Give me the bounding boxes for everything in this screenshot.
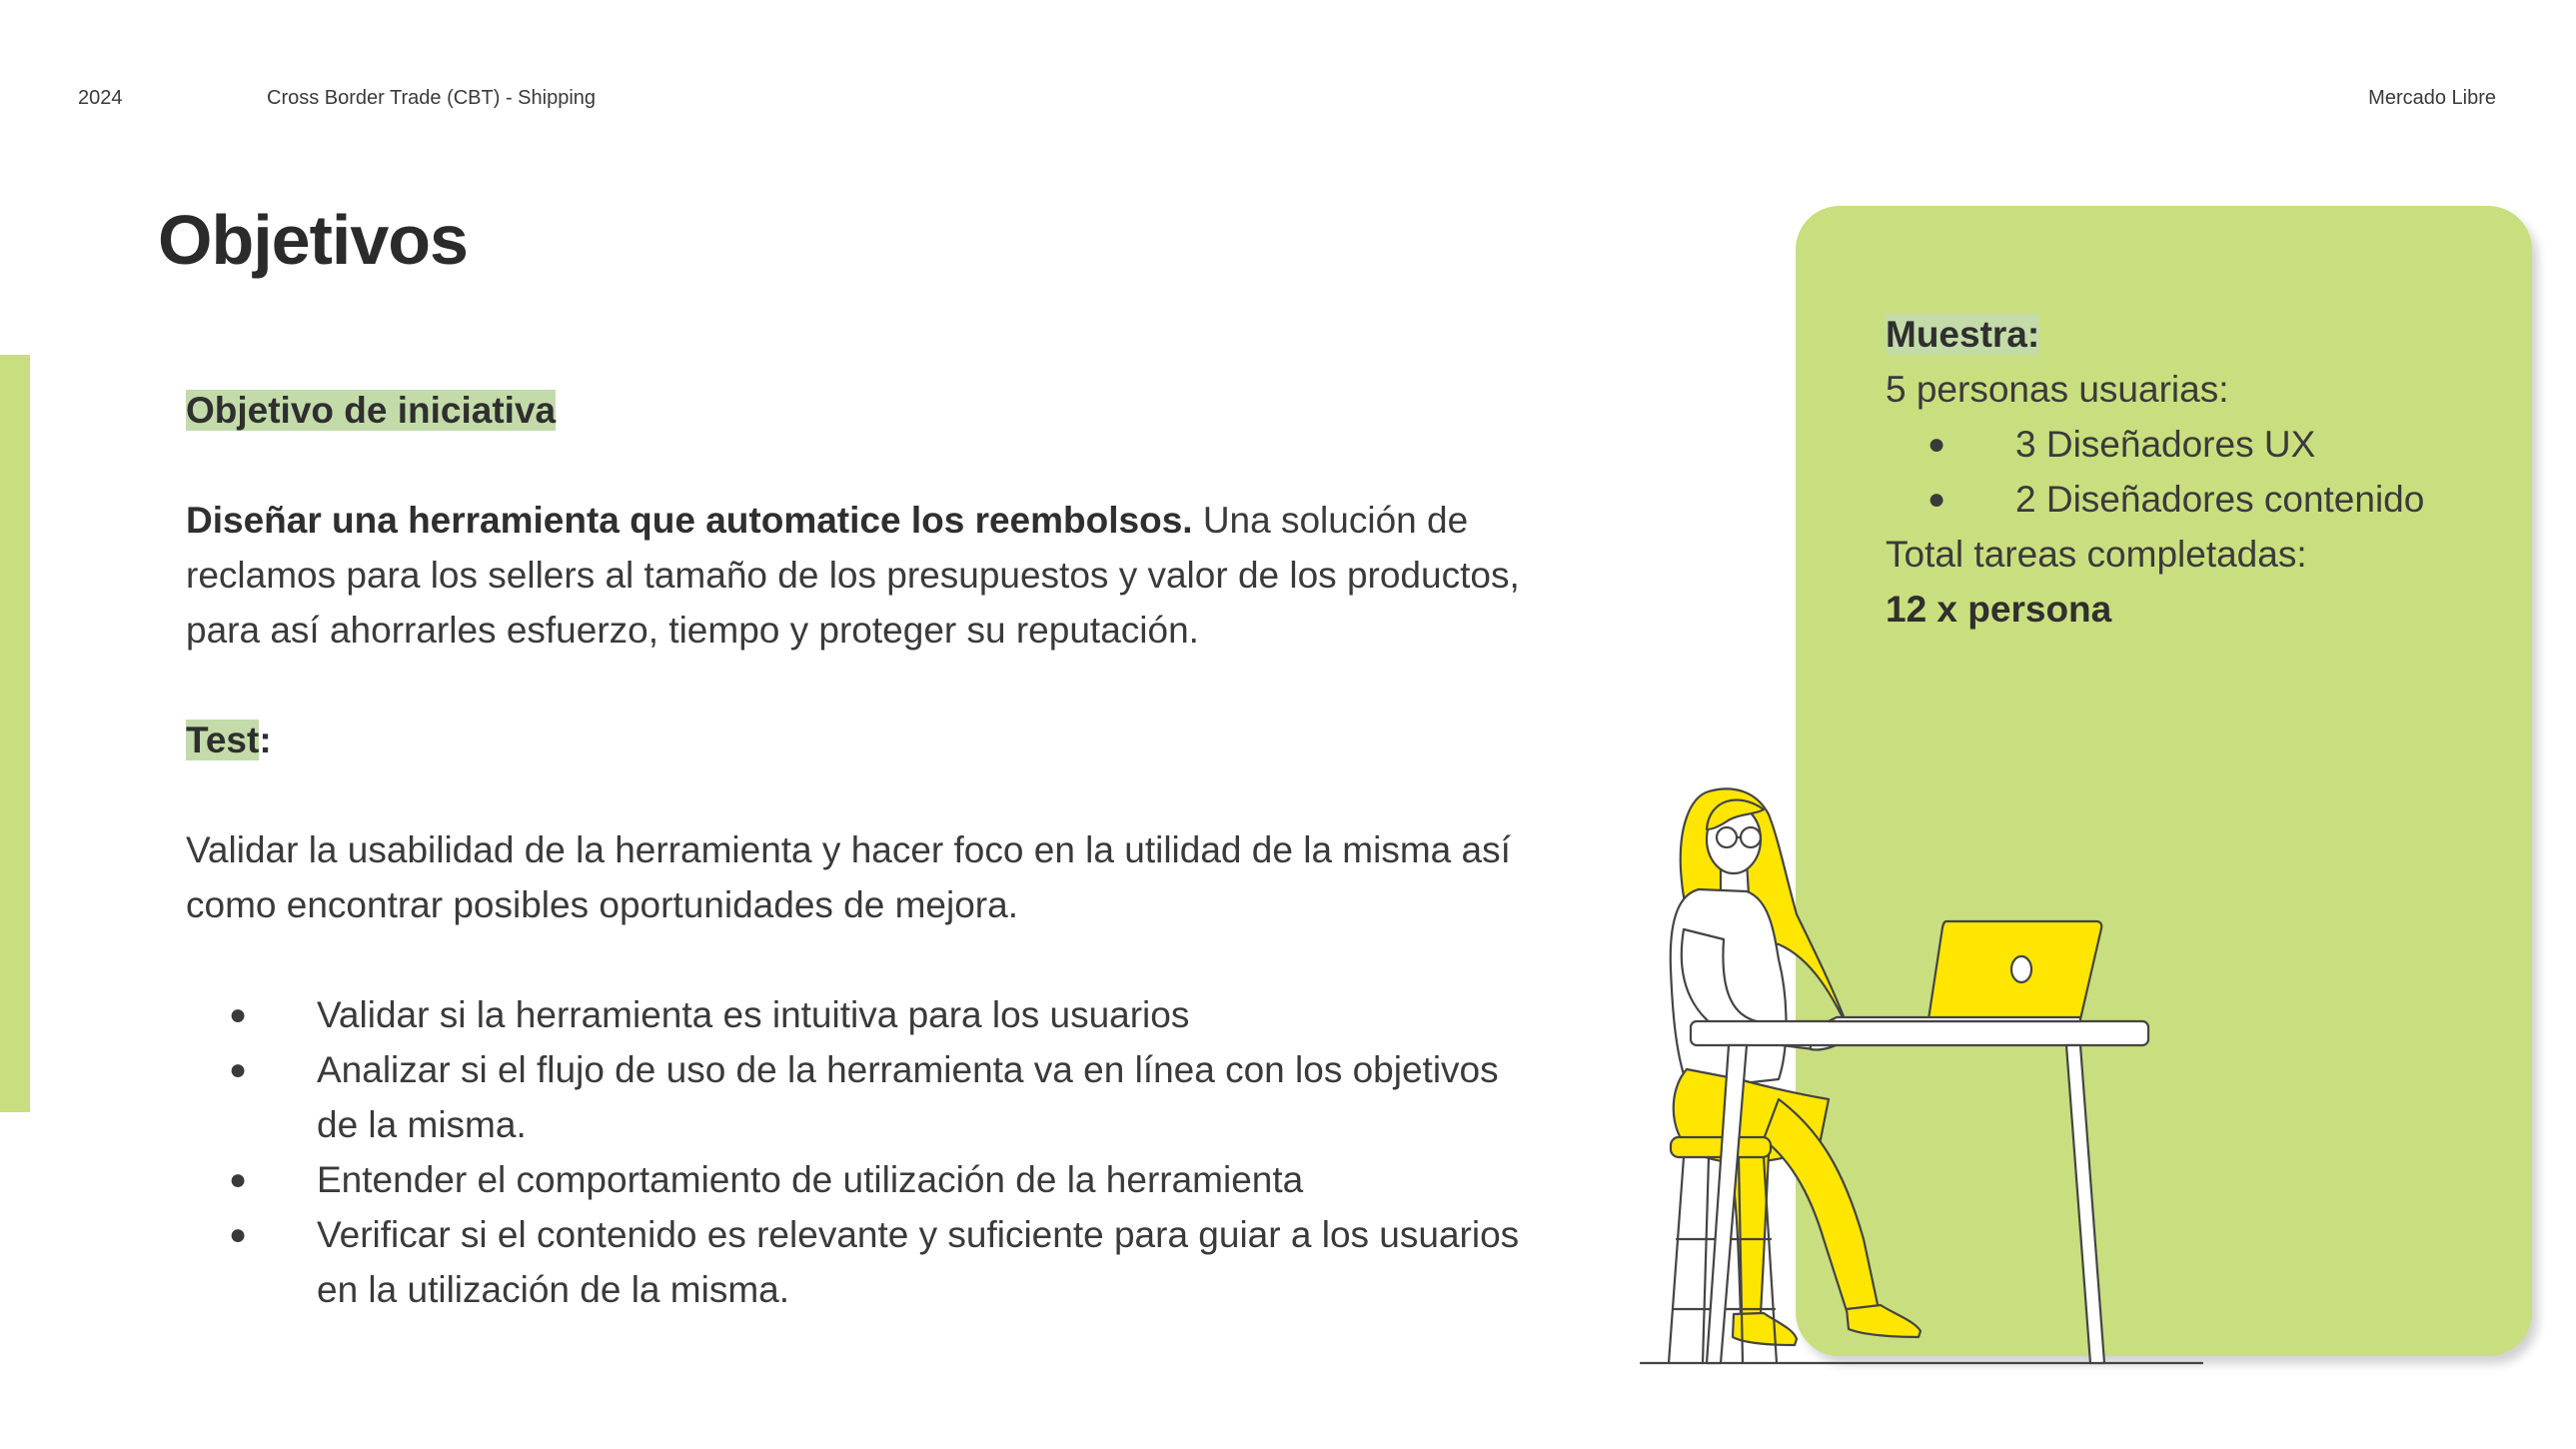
sample-tasks-label: Total tareas completadas: (1886, 534, 2307, 575)
initiative-heading: Objetivo de iniciativa (186, 390, 557, 431)
page-title: Objetivos (158, 201, 468, 279)
list-item: ● Validar si la herramienta es intuitiva para los usuarios (186, 987, 1525, 1042)
initiative-lead: Diseñar una herramienta que automatice los reembolsos. (186, 500, 1193, 541)
header-brand: Mercado Libre (2368, 87, 2496, 109)
header-year: 2024 (78, 87, 123, 109)
test-description: Validar la usabilidad de la herramienta y hacer foco en la utilidad de la misma así como encontrar posibles oportunidades de mejora. (186, 829, 1511, 925)
list-item: ● Entender el comportamiento de utilización de la herramienta (186, 1152, 1525, 1207)
objectives-content (186, 383, 1525, 1317)
sample-tasks-value: 12 x persona (1886, 589, 2112, 630)
initiative-body: Una solución de reclamos para los sellers al tamaño de los presupuestos y valor de los productos, para así ahorrarles esfuerzo, tiempo y proteger su reputación. (186, 500, 1520, 651)
list-item: ● 2 Diseñadores contenido (1886, 472, 2445, 527)
list-item: ● Analizar si el flujo de uso de la herramienta va en línea con los objetivos de la misma. (186, 1042, 1525, 1152)
test-bullet-list (186, 987, 1525, 1317)
list-item: ● Verificar si el contenido es relevante y suficiente para guiar a los usuarios en la utilización de la misma. (186, 1207, 1525, 1317)
initiative-paragraph (186, 493, 1525, 658)
test-heading-colon: : (259, 720, 272, 760)
list-item: ● 3 Diseñadores UX (1886, 417, 2445, 472)
header-project-name: Cross Border Trade (CBT) - Shipping (267, 87, 597, 109)
woman-laptop-illustration (1629, 769, 2208, 1369)
sample-users-label: 5 personas usuarias: (1886, 369, 2229, 410)
test-heading: Test (186, 720, 260, 760)
sample-heading: Muestra: (1886, 314, 2040, 355)
sample-users-list (1886, 417, 2445, 527)
sample-card-content (1886, 307, 2445, 637)
accent-bar (0, 355, 30, 1112)
